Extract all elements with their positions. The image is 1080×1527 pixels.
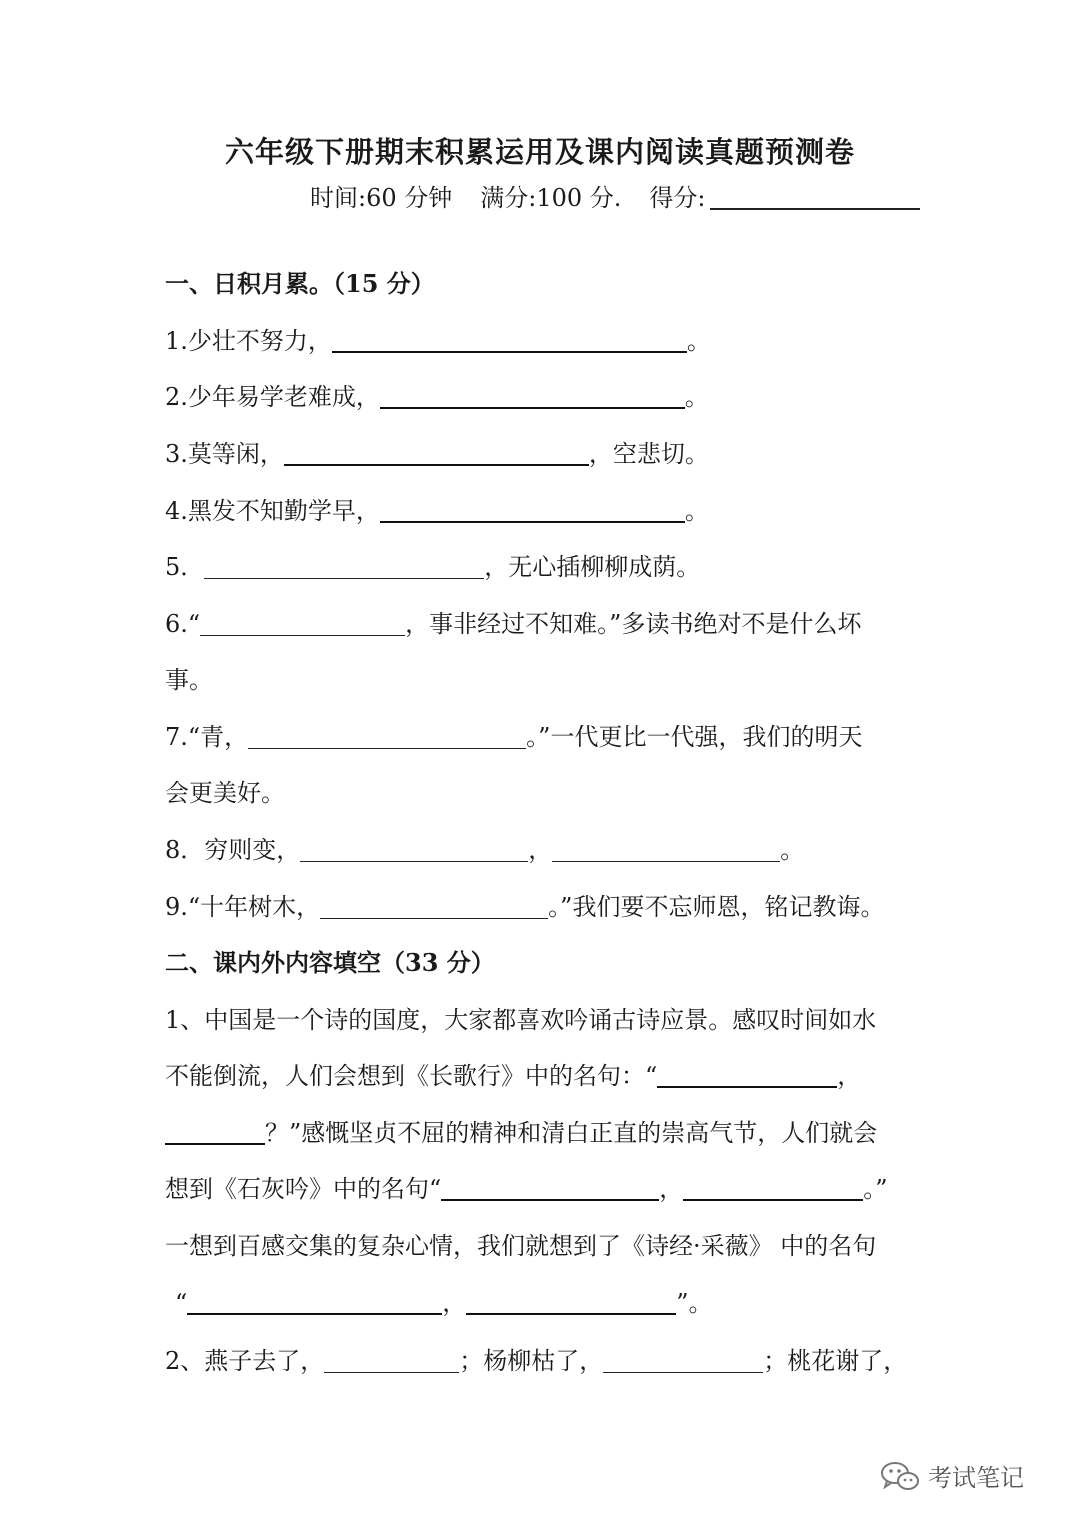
answer-blank[interactable] [380,381,685,409]
question-4: 4.黑发不知勤学早， 。 [165,497,709,525]
answer-blank[interactable] [657,1060,837,1088]
answer-blank[interactable] [200,609,405,636]
question-2: 2.少年易学老难成， 。 [165,383,709,411]
answer-blank[interactable] [441,1173,659,1201]
answer-blank[interactable] [320,892,548,919]
answer-blank[interactable] [552,835,780,862]
passage-1-line-4: 想到《石灰吟》中的名句“ ， 。” [165,1175,888,1203]
full-score: 满分:100 分. [480,184,622,212]
watermark-text: 考试笔记 [928,1464,1024,1492]
answer-blank[interactable] [380,495,685,523]
answer-blank[interactable] [683,1173,863,1201]
passage-1-line-2: 不能倒流，人们会想到《长歌行》中的名句：“ ， [165,1062,862,1090]
time-limit: 时间:60 分钟 [310,184,453,212]
answer-blank[interactable] [332,325,687,353]
answer-blank[interactable] [248,722,526,749]
answer-blank[interactable] [300,835,528,862]
question-6: 6.“ ，事非经过不知难。”多读书绝对不是什么坏 [165,610,862,638]
passage-1-line-1: 1、中国是一个诗的国度，大家都喜欢吟诵古诗应景。感叹时间如水 [165,1006,877,1034]
answer-blank[interactable] [284,438,589,466]
passage-2-line-1: 2、燕子去了， ；杨柳枯了， ；桃花谢了， [165,1347,908,1375]
passage-1-line-3: ？”感慨坚贞不屈的精神和清白正直的崇高气节，人们就会 [165,1117,877,1149]
question-7: 7.“青， 。”一代更比一代强，我们的明天 [165,723,863,751]
answer-blank[interactable] [187,1287,442,1315]
section2-heading: 二、课内外内容填空（33 分） [165,948,495,977]
question-1: 1.少壮不努力， 。 [165,327,711,355]
answer-blank[interactable] [603,1346,763,1373]
answer-blank[interactable] [204,552,484,579]
wechat-icon [880,1460,920,1492]
question-9: 9.“十年树木， 。”我们要不忘师恩，铭记教诲。 [165,893,885,921]
exam-meta [310,178,920,213]
answer-blank[interactable] [466,1287,676,1315]
page-title: 六年级下册期末积累运用及课内阅读真题预测卷 [224,135,855,169]
watermark [880,1458,1024,1493]
question-7-cont: 会更美好。 [165,779,285,807]
passage-1-line-5: 一想到百感交集的复杂心情，我们就想到了《诗经·采薇》 中的名句 [165,1232,877,1260]
question-5: 5． ，无心插柳柳成荫。 [165,553,701,581]
score-label: 得分: [649,184,706,212]
passage-1-line-6: “ ， ”。 [175,1289,713,1317]
section1-heading: 一、日积月累。（15 分） [165,269,435,298]
score-blank[interactable] [710,184,920,210]
question-8: 8．穷则变， ， 。 [165,836,805,864]
question-3: 3.莫等闲， ，空悲切。 [165,440,709,468]
answer-blank[interactable] [165,1117,265,1145]
answer-blank[interactable] [324,1346,459,1373]
question-6-cont: 事。 [165,666,213,694]
